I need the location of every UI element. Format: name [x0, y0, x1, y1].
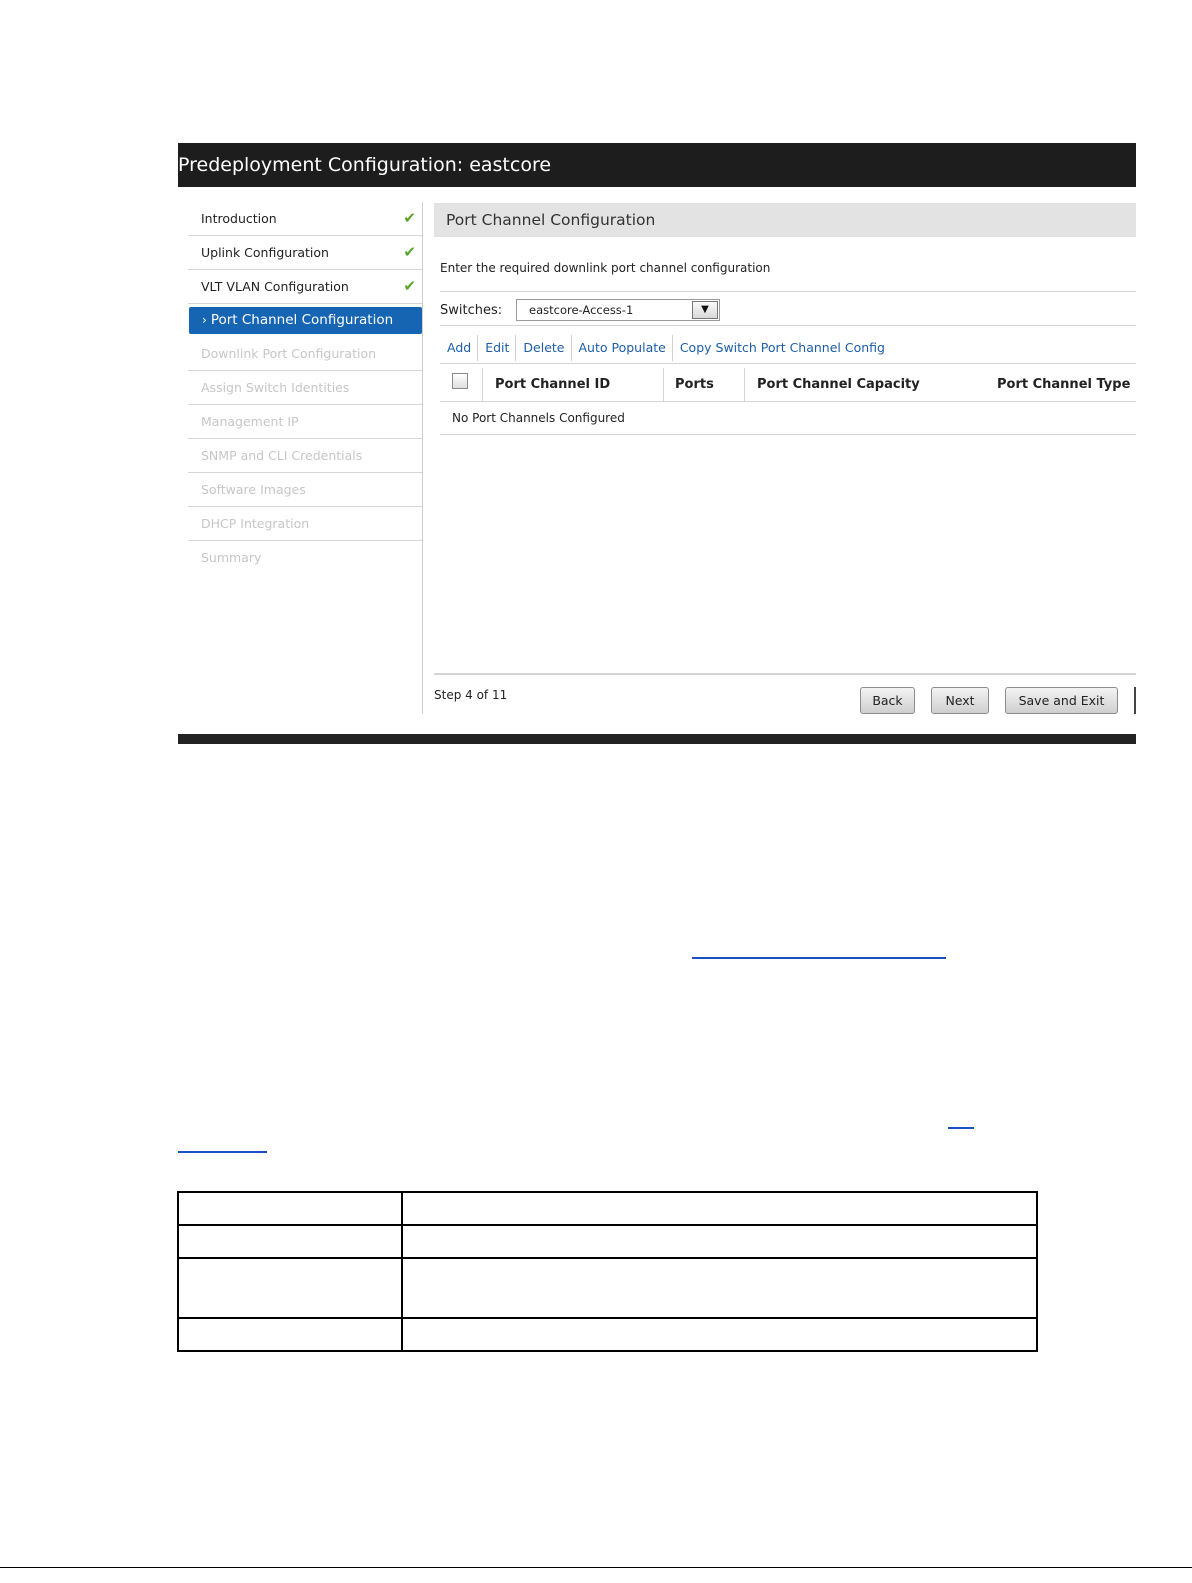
chevron-right-icon: › [202, 313, 207, 327]
table-cell [178, 1225, 402, 1258]
table-cell [402, 1318, 1037, 1351]
table-cell [402, 1225, 1037, 1258]
dropdown-arrow-icon[interactable]: ▼ [692, 301, 718, 319]
table-cell [178, 1258, 402, 1318]
column-ports[interactable]: Ports [675, 377, 714, 392]
sidebar-item-label: Summary [201, 550, 262, 565]
table-cell [402, 1258, 1037, 1318]
table-row [178, 1318, 1037, 1351]
sidebar-item-label: Port Channel Configuration [210, 312, 394, 328]
sidebar-item-label: DHCP Integration [201, 516, 310, 531]
edit-link[interactable]: Edit [478, 335, 516, 361]
check-icon: ✔ [403, 209, 416, 227]
table-cell [402, 1192, 1037, 1225]
sidebar-item-label: Downlink Port Configuration [201, 346, 377, 361]
predeployment-screenshot [178, 143, 1136, 744]
column-separator [663, 368, 664, 401]
auto-populate-link[interactable]: Auto Populate [572, 335, 673, 361]
hyperlink-underline[interactable] [692, 957, 946, 959]
grid-toolbar [440, 335, 891, 361]
sidebar-item-summary [188, 541, 422, 575]
check-icon: ✔ [403, 277, 416, 295]
check-icon: ✔ [403, 243, 416, 261]
sidebar-item-label: Software Images [201, 482, 306, 497]
sidebar-item-label: Introduction [201, 211, 277, 226]
document-table [177, 1191, 1038, 1352]
sidebar-item-assign-switch-identities [188, 371, 422, 405]
table-cell [178, 1192, 402, 1225]
delete-link[interactable]: Delete [516, 335, 571, 361]
table-row [178, 1225, 1037, 1258]
wizard-sidebar [188, 202, 422, 575]
switch-select[interactable] [516, 299, 720, 321]
sidebar-divider [422, 202, 423, 714]
window-bottom-bar [178, 734, 1136, 744]
switch-select-value: eastcore-Access-1 [529, 303, 634, 317]
hyperlink-underline[interactable] [178, 1151, 267, 1153]
switches-label: Switches: [440, 303, 503, 318]
sidebar-item-downlink-port-configuration [188, 337, 422, 371]
back-button[interactable]: Back [860, 687, 915, 714]
divider [440, 434, 1136, 435]
column-separator [744, 368, 745, 401]
sidebar-item-label: VLT VLAN Configuration [201, 279, 349, 294]
main-panel [434, 203, 1136, 723]
column-port-channel-type[interactable]: Port Channel Type [997, 377, 1131, 392]
sidebar-item-port-channel-configuration[interactable] [189, 307, 422, 334]
page-bottom-rule [0, 1567, 1192, 1568]
instruction-text: Enter the required downlink port channel configuration [440, 261, 771, 275]
sidebar-item-introduction[interactable] [188, 202, 422, 236]
cut-off-button-edge [1134, 687, 1136, 714]
footer-divider [434, 673, 1136, 675]
sidebar-item-uplink-configuration[interactable] [188, 236, 422, 270]
column-separator [482, 368, 483, 401]
sidebar-item-label: Uplink Configuration [201, 245, 329, 260]
table-cell [178, 1318, 402, 1351]
window-title: Predeployment Configuration: eastcore [178, 143, 1136, 187]
next-button[interactable]: Next [931, 687, 989, 714]
divider [440, 363, 1136, 364]
sidebar-item-label: Assign Switch Identities [201, 380, 350, 395]
copy-switch-port-channel-config-link[interactable]: Copy Switch Port Channel Config [679, 340, 885, 355]
select-all-checkbox[interactable] [452, 373, 468, 389]
table-row [178, 1192, 1037, 1225]
sidebar-item-label: SNMP and CLI Credentials [201, 448, 363, 463]
step-indicator: Step 4 of 11 [434, 688, 508, 702]
divider [440, 401, 1136, 402]
sidebar-item-management-ip [188, 405, 422, 439]
divider [440, 291, 1136, 292]
sidebar-item-vlt-vlan-configuration[interactable] [188, 270, 422, 304]
sidebar-item-software-images [188, 473, 422, 507]
section-title: Port Channel Configuration [434, 203, 1136, 237]
table-row [178, 1258, 1037, 1318]
save-and-exit-button[interactable]: Save and Exit [1005, 687, 1118, 714]
hyperlink-underline[interactable] [948, 1127, 974, 1129]
empty-grid-message: No Port Channels Configured [452, 411, 625, 425]
sidebar-item-dhcp-integration [188, 507, 422, 541]
divider [440, 325, 1136, 326]
add-link[interactable]: Add [440, 335, 478, 361]
column-port-channel-id[interactable]: Port Channel ID [495, 377, 611, 392]
column-port-channel-capacity[interactable]: Port Channel Capacity [757, 377, 920, 392]
sidebar-item-snmp-cli-credentials [188, 439, 422, 473]
sidebar-item-label: Management IP [201, 414, 299, 429]
grid-header [440, 368, 1136, 401]
